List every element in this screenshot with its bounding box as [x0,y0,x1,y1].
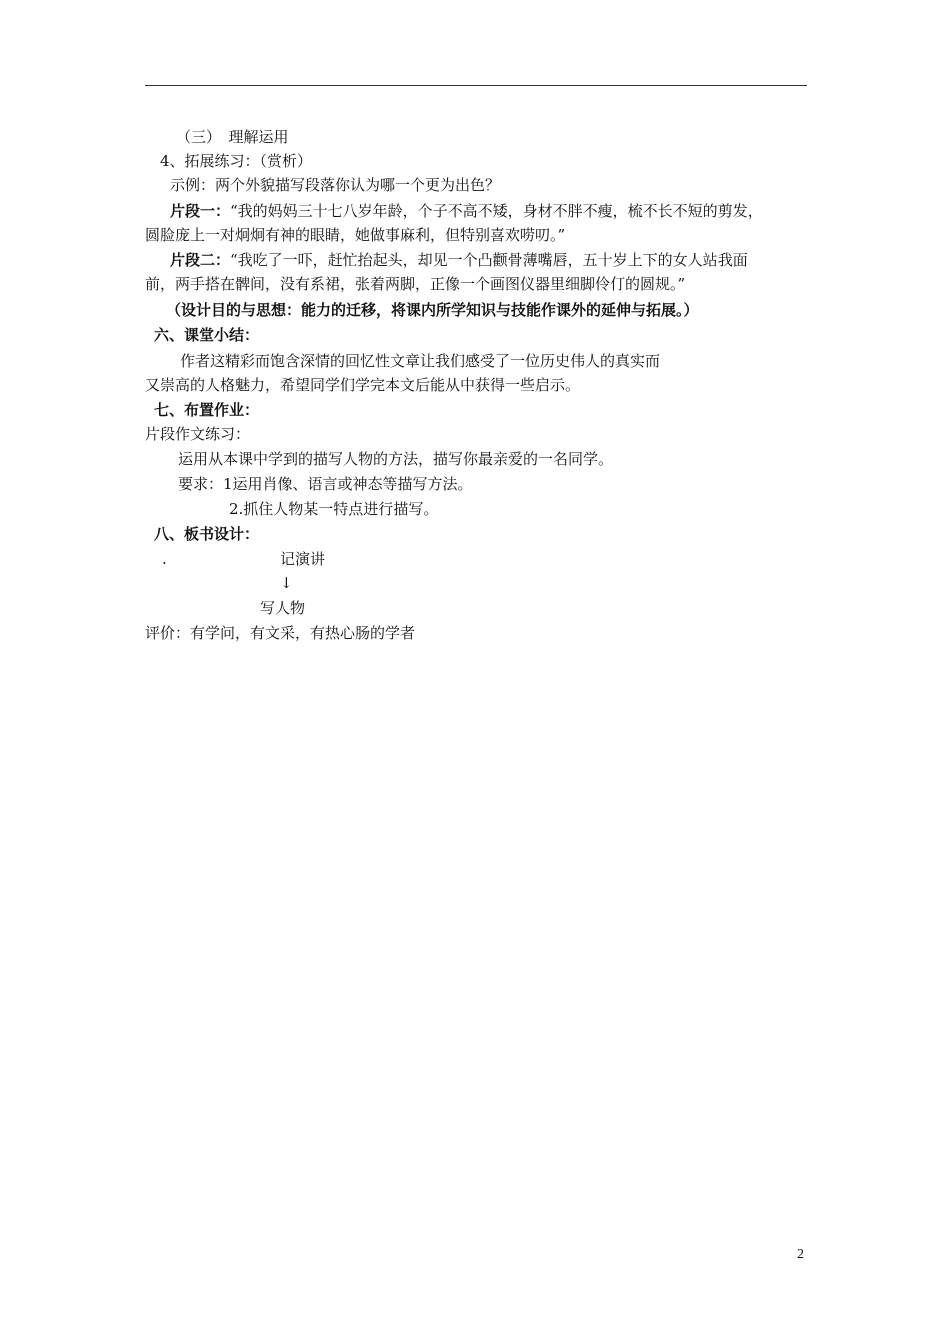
requirement-1: 要求：1运用肖像、语言或神态等描写方法。 [178,475,473,493]
fragment-two-text: “我吃了一吓，赶忙抬起头，却见一个凸颧骨薄嘴唇，五十岁上下的女人站我面 [230,251,748,269]
homework-task: 运用从本课中学到的描写人物的方法，描写你最亲爱的一名同学。 [178,450,614,468]
requirement-2: 2.抓住人物某一特点进行描写。 [229,500,439,518]
summary-line1: 作者这精彩而饱含深情的回忆性文章让我们感受了一位历史伟人的真实而 [180,352,661,370]
fragment-one-line2: 圆脸庞上一对炯炯有神的眼睛，她做事麻利，但特别喜欢唠叨。” [145,226,566,244]
example-question: 示例：两个外貌描写段落你认为哪一个更为出色？ [170,176,501,194]
board-dot: . [162,550,167,568]
section8-heading: 八、板书设计： [154,525,260,543]
summary-line2: 又崇高的人格魅力，希望同学们学完本文后能从中获得一些启示。 [145,376,581,394]
board-bottom-text: 写人物 [260,599,306,617]
page-number: 2 [797,1247,804,1262]
exercise-title: 4、拓展练习：（赏析） [160,152,313,170]
fragment-one-line1 [170,200,763,222]
fragment-two-label: 片段二： [170,251,231,269]
fragment-one-text: “我的妈妈三十七八岁年龄，个子不高不矮，身材不胖不瘦，梳不长不短的剪发， [230,202,763,220]
header-rule [145,85,807,86]
homework-intro: 片段作文练习： [145,425,251,443]
section3-heading: （三） 理解运用 [176,128,289,146]
fragment-two-line2: 前，两手搭在髀间，没有系裙，张着两脚，正像一个画图仪器里细脚伶仃的圆规。” [145,275,686,293]
down-arrow-icon: ↓ [280,574,293,592]
board-top-text: 记演讲 [280,550,326,568]
design-note: （设计目的与思想：能力的迁移，将课内所学知识与技能作课外的延伸与拓展。） [166,301,699,319]
board-evaluation: 评价：有学问，有文采，有热心肠的学者 [145,624,416,642]
section7-heading: 七、布置作业： [154,401,260,419]
section6-heading: 六、课堂小结： [154,326,260,344]
fragment-one-label: 片段一： [170,202,231,220]
fragment-two-line1 [170,249,748,271]
